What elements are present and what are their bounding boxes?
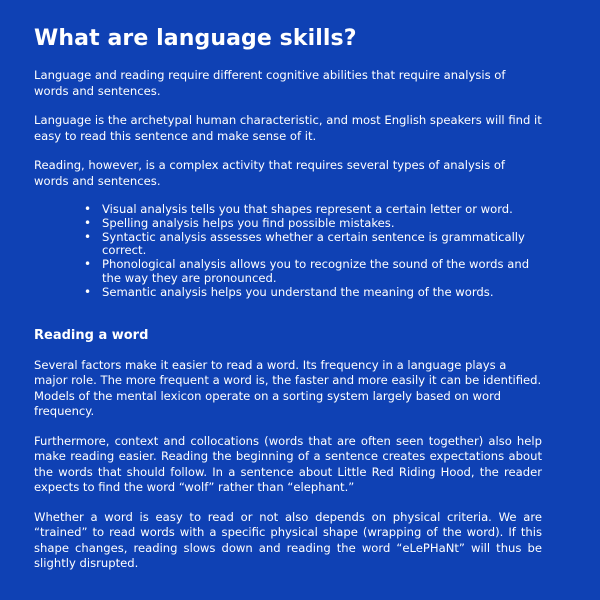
section-paragraph: Furthermore, context and collocations (words that are often seen together) also help make reading easier. Reading the beginning of a sentence creates expectations about the words that should follow. In a sentence about Little Red Riding Hood, the reader expects to find the word “wolf” rather than “elephant.” (34, 433, 542, 495)
section-heading: Reading a word (34, 327, 149, 343)
analysis-list (34, 203, 542, 300)
intro-paragraph: Language and reading require different cognitive abilities that require analysis of words and sentences. (34, 68, 506, 98)
list-item: • Semantic analysis helps you understand the meaning of the words. (84, 286, 542, 300)
list-item: • Visual analysis tells you that shapes represent a certain letter or word. (84, 203, 542, 217)
intro-paragraph: Reading, however, is a complex activity that requires several types of analysis of words and sentences. (34, 158, 505, 188)
page-title: What are language skills? (34, 26, 357, 51)
section-paragraph: Whether a word is easy to read or not also depends on physical criteria. We are “trained” to read words with a specific physical shape (wrapping of the word). If this shape changes, reading slows down and reading the word “eLePHaNt” will thus be slightly disrupted. (34, 509, 542, 571)
list-item: • Syntactic analysis assesses whether a certain sentence is grammatically correct. (84, 231, 542, 259)
list-item: • Spelling analysis helps you find possible mistakes. (84, 217, 542, 231)
list-item: • Phonological analysis allows you to recognize the sound of the words and the way they are pronounced. (84, 258, 542, 286)
section-paragraph: Several factors make it easier to read a word. Its frequency in a language plays a major role. The more frequent a word is, the faster and more easily it can be identified. Models of the mental lexicon operate on a sorting system largely based on word frequency. (34, 357, 542, 419)
intro-paragraph: Language is the archetypal human characteristic, and most English speakers will find it easy to read this sentence and make sense of it. (34, 113, 542, 143)
